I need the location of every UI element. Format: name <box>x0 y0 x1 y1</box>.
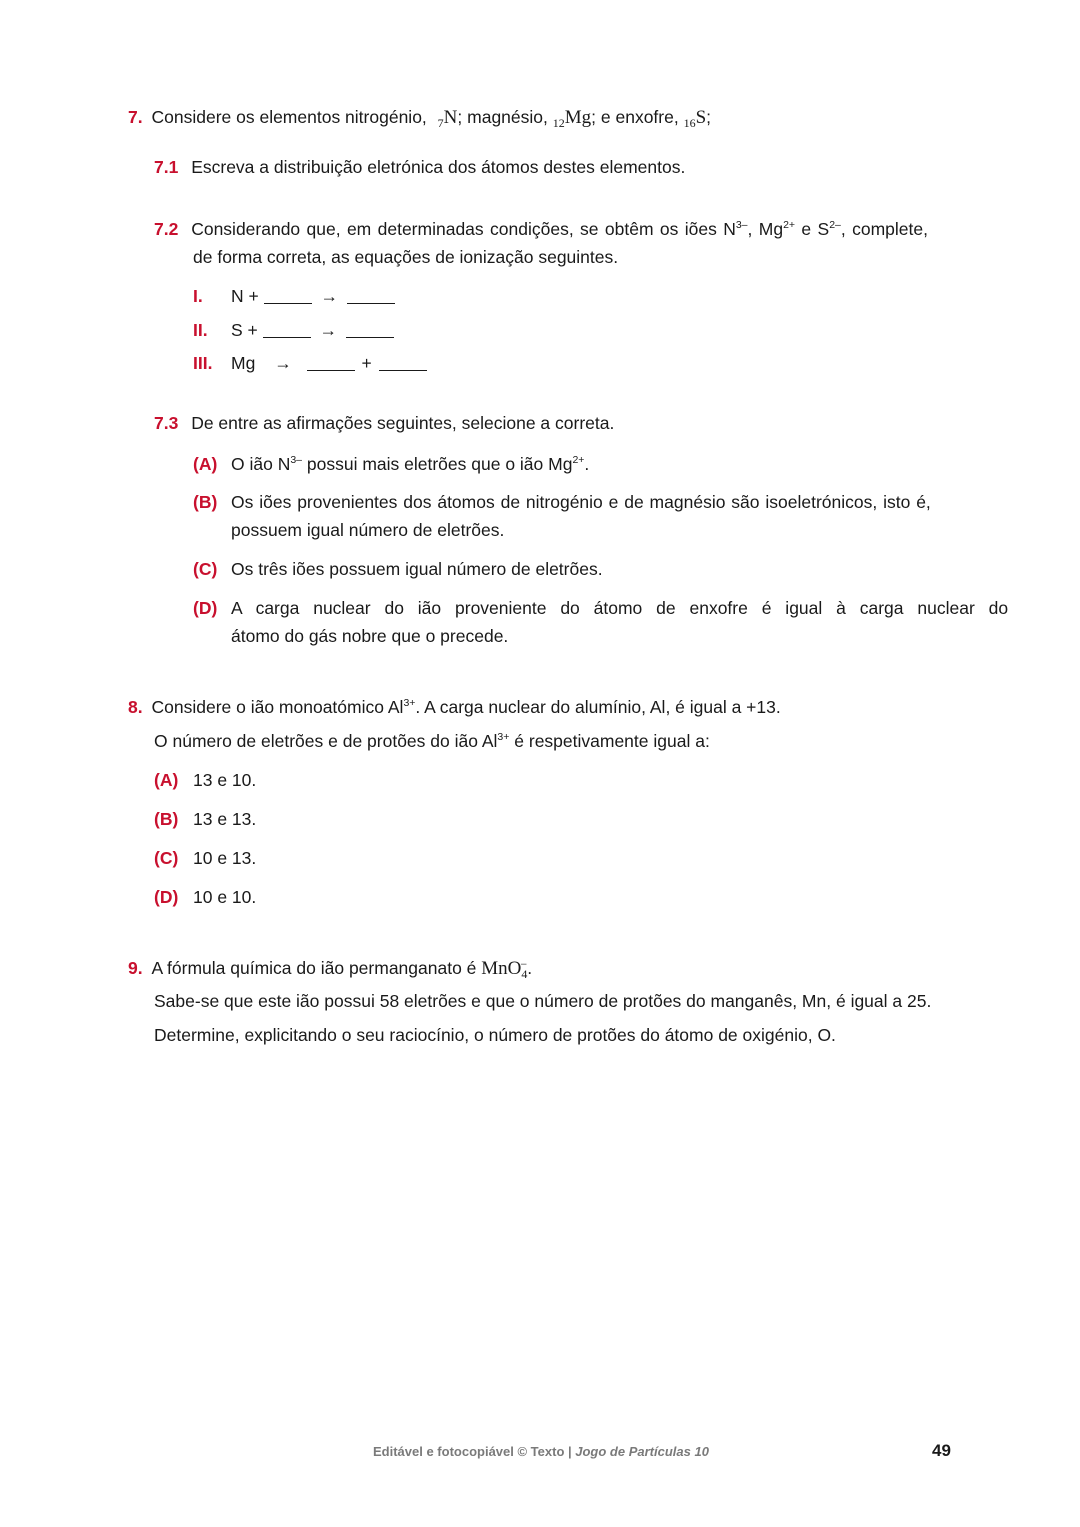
option-7-3-b-line2: possuem igual número de eletrões. <box>231 520 505 540</box>
equation-2: II. S + → <box>193 320 394 341</box>
option-label: (A) <box>154 770 179 790</box>
copyright-text: Editável e fotocopiável © Texto | <box>373 1444 572 1459</box>
option-8-c[interactable]: (C) 10 e 13. <box>154 848 257 868</box>
question-7-2 <box>154 219 928 240</box>
question-7-1 <box>154 157 685 178</box>
element-sulfur: $_{16}$S <box>683 107 707 130</box>
answer-blank[interactable] <box>347 290 395 304</box>
option-8-d[interactable]: (D) 10 e 10. <box>154 887 257 907</box>
option-8-b[interactable]: (B) 13 e 13. <box>154 809 257 829</box>
option-8-a[interactable]: (A) 13 e 10. <box>154 770 257 790</box>
page-number: 49 <box>932 1441 951 1460</box>
permanganate-formula: MnO$_4$− <box>481 957 528 981</box>
question-number: 8. <box>128 697 143 717</box>
equation-1: I. N + → <box>193 286 395 307</box>
answer-blank[interactable] <box>263 324 311 338</box>
question-9-line3: Determine, explicitando o seu raciocínio, o número de protões do átomo de oxigénio, O. <box>154 1025 836 1045</box>
option-label: (D) <box>154 887 179 907</box>
option-label: (C) <box>193 559 218 579</box>
element-magnesium: $_{12}$Mg <box>552 107 592 130</box>
question-text: Considere os elementos nitrogénio, <box>151 107 427 127</box>
answer-blank[interactable] <box>264 290 312 304</box>
question-text: Considerando que, em determinadas condições, se obtêm os iões $N^{3-}$, $Mg^{2+}$ e $S^{2-}$, complete, <box>191 219 928 239</box>
option-label: (B) <box>154 809 179 829</box>
question-9-line2: Sabe-se que este ião possui 58 eletrões e que o número de protões do manganês, Mn, é igual a 25. <box>154 991 932 1011</box>
book-title: Jogo de Partículas 10 <box>575 1444 709 1459</box>
question-number: 9. <box>128 958 143 978</box>
option-label: (B) <box>193 492 218 512</box>
option-7-3-d-line2: átomo do gás nobre que o precede. <box>231 626 509 646</box>
question-text: A fórmula química do ião permanganato é <box>151 958 477 978</box>
option-7-3-c[interactable]: (C) Os três iões possuem igual número de eletrões. <box>193 559 603 579</box>
option-label: (A) <box>193 454 218 474</box>
answer-blank[interactable] <box>346 324 394 338</box>
option-7-3-d[interactable]: (D) A carga nuclear do ião proveniente do átomo de enxofre é igual à carga nuclear do <box>193 598 1009 618</box>
equation-3: III. Mg → + <box>193 353 427 374</box>
element-nitrogen: $_7$N <box>437 107 458 130</box>
question-number: 7. <box>128 107 143 127</box>
question-text: Escreva a distribuição eletrónica dos átomos destes elementos. <box>191 157 686 177</box>
answer-blank[interactable] <box>379 357 427 371</box>
question-number: 7.2 <box>154 219 179 239</box>
question-8-header <box>128 697 781 718</box>
option-label: (C) <box>154 848 179 868</box>
question-number: 7.1 <box>154 157 179 177</box>
question-9-header: 9. A fórmula química do ião permanganato é MnO$_4$−. <box>128 957 533 981</box>
option-label: (D) <box>193 598 218 618</box>
page-footer <box>373 1444 709 1459</box>
question-7-3 <box>154 413 614 434</box>
question-7-header: 7. Considere os elementos nitrogénio, $_7$N; magnésio, $_{12}$Mg; e enxofre, $_{16}$S; <box>128 107 712 130</box>
question-number: 7.3 <box>154 413 179 433</box>
question-7-2-line2: de forma correta, as equações de ionização seguintes. <box>193 247 619 267</box>
option-7-3-a[interactable]: (A) O ião $N^{3-}$ possui mais eletrões que o ião $Mg^{2+}$. <box>193 454 590 474</box>
question-8-line2: O número de eletrões e de protões do ião $Al^{3+}$ é respetivamente igual a: <box>154 731 710 751</box>
answer-blank[interactable] <box>307 357 355 371</box>
question-text: De entre as afirmações seguintes, selecione a correta. <box>191 413 615 433</box>
option-7-3-b[interactable]: (B) Os iões provenientes dos átomos de nitrogénio e de magnésio são isoeletrónicos, isto é, <box>193 492 931 512</box>
question-text: Considere o ião monoatómico $Al^{3+}$. A carga nuclear do alumínio, Al, é igual a +13. <box>151 697 781 717</box>
